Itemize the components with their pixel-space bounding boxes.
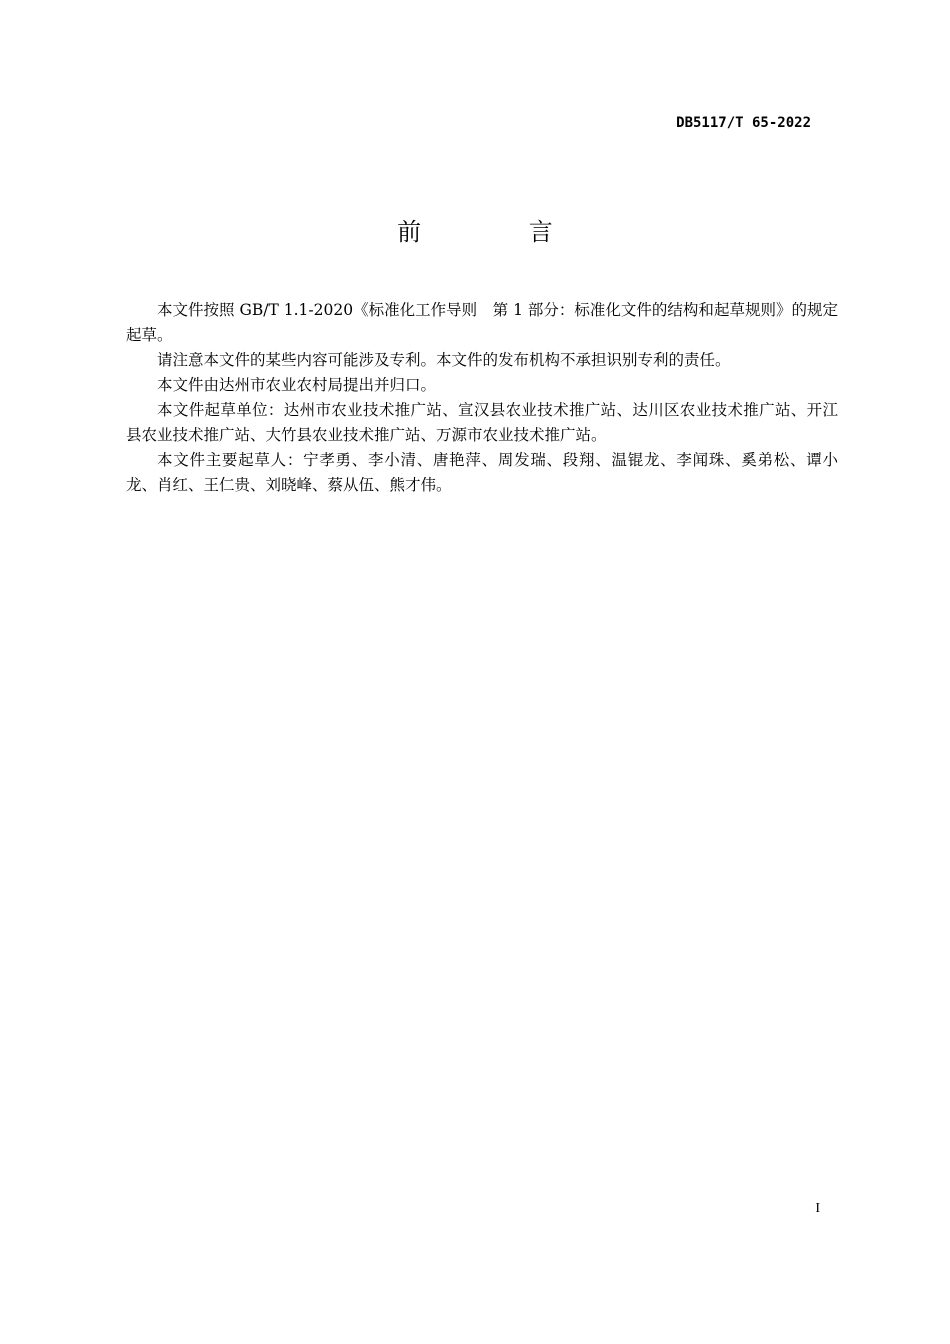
- document-code: DB5117/T 65-2022: [676, 115, 811, 131]
- paragraph-drafting-rules: 本文件按照 GB/T 1.1-2020《标准化工作导则 第 1 部分：标准化文件的结构和起草规则》的规定起草。: [126, 301, 838, 344]
- section-title: 前 言: [397, 218, 603, 246]
- paragraph-proposer: 本文件由达州市农业农村局提出并归口。: [157, 376, 437, 394]
- paragraph-patent-notice: 请注意本文件的某些内容可能涉及专利。本文件的发布机构不承担识别专利的责任。: [157, 351, 731, 369]
- page-number: I: [815, 1201, 820, 1216]
- paragraph-drafting-units: 本文件起草单位：达州市农业技术推广站、宣汉县农业技术推广站、达川区农业技术推广站、开江县农业技术推广站、大竹县农业技术推广站、万源市农业技术推广站。: [126, 401, 838, 444]
- foreword-body: [126, 298, 838, 498]
- paragraph-drafters: 本文件主要起草人：宁孝勇、李小清、唐艳萍、周发瑞、段翔、温锟龙、李闻珠、奚弟松、谭小龙、肖红、王仁贵、刘晓峰、蔡从伍、熊才伟。: [126, 451, 838, 494]
